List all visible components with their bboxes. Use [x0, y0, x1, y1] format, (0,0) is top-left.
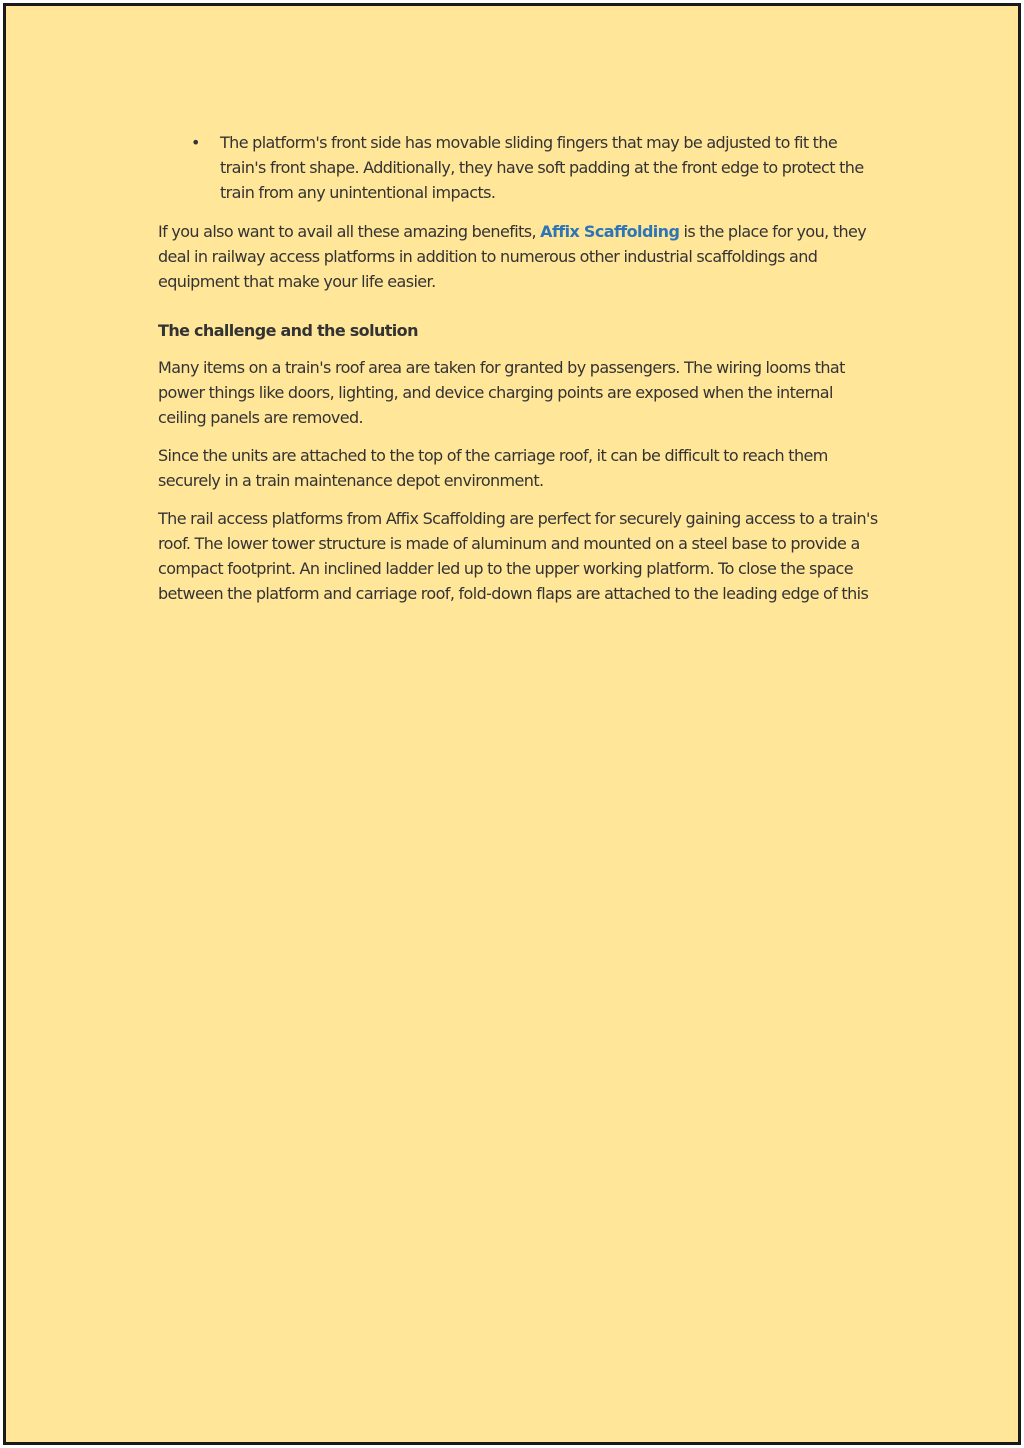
paragraph-units-reach: Since the units are attached to the top of the carriage roof, it can be difficult to reach them securely in a train maintenance depot environment. [158, 446, 828, 490]
list-item [158, 130, 880, 205]
document-body [158, 130, 880, 619]
intro-paragraph [158, 219, 880, 294]
bullet-icon: • [191, 133, 200, 152]
paragraph-roof-items: Many items on a train's roof area are taken for granted by passengers. The wiring looms that power things like doors, lighting, and device charging points are exposed when the internal ceiling panels are removed. [158, 358, 845, 427]
document-page [3, 3, 1021, 1445]
intro-text-after: is the place for you, they deal in railway access platforms in addition to numerous other industrial scaffoldings and equipment that make your life easier. [158, 222, 867, 291]
affix-scaffolding-link[interactable]: Affix Scaffolding [540, 222, 680, 241]
paragraph-rail-access-platforms: The rail access platforms from Affix Scaffolding are perfect for securely gaining access to a train's roof. The lower tower structure is made of aluminum and mounted on a steel base to provide a compact footprint. An inclined ladder led up to the upper working platform. To close the space between the platform and carriage roof, fold-down flaps are attached to the leading edge of this [158, 509, 878, 603]
intro-text-before: If you also want to avail all these amazing benefits, [158, 222, 541, 241]
section-heading: The challenge and the solution [158, 321, 418, 340]
bullet-list [158, 130, 880, 205]
bullet-text: The platform's front side has movable sliding fingers that may be adjusted to fit the train's front shape. Additionally, they have soft padding at the front edge to protect the train from any unintentional impacts. [220, 133, 864, 202]
